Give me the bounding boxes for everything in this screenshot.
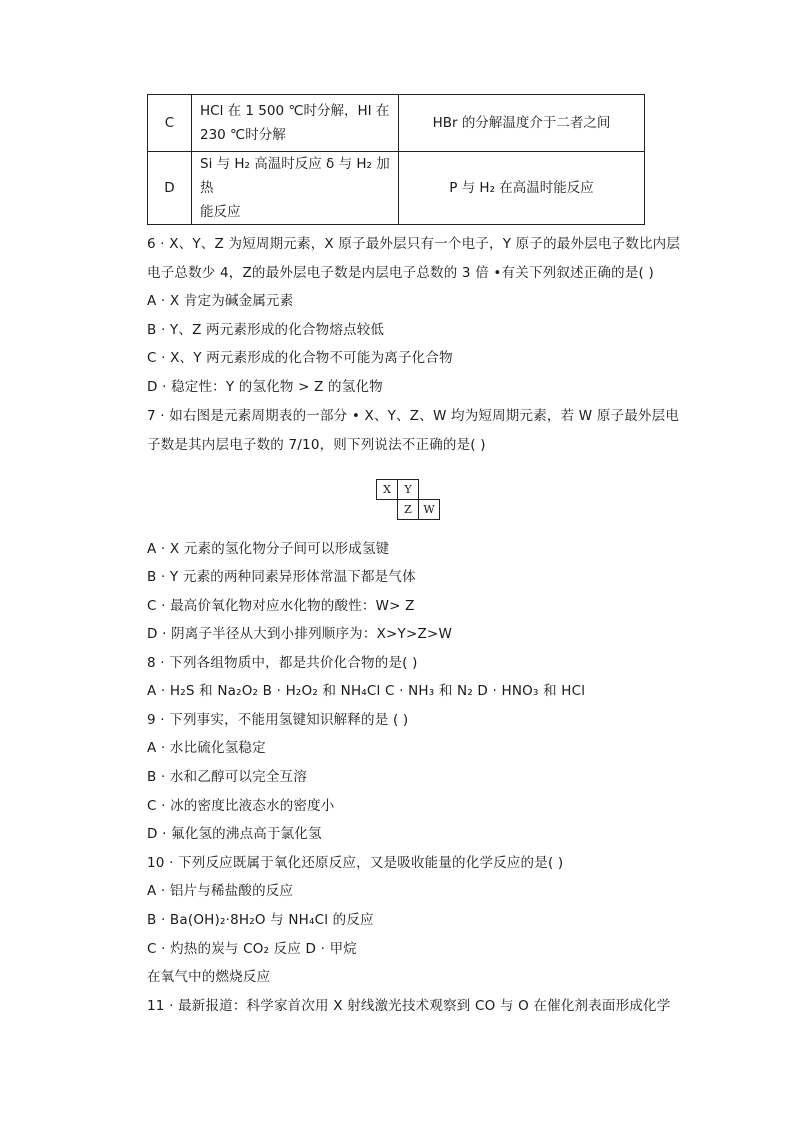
text-line: 6 · X、Y、Z 为短周期元素，X 原子最外层只有一个电子，Y 原子的最外层电子数比内层 xyxy=(147,236,681,252)
option-line: 在氧气中的燃烧反应 xyxy=(147,969,271,985)
option-line: D · 阴离子半径从大到小排列顺序为：X>Y>Z>W xyxy=(147,626,452,642)
option-line: B · Y、Z 两元素形成的化合物熔点较低 xyxy=(147,322,385,338)
option-line: A · X 元素的氢化物分子间可以形成氢键 xyxy=(147,541,390,557)
option-line: D · 氟化氢的沸点高于氯化氢 xyxy=(147,826,322,842)
row-label: D xyxy=(148,152,192,225)
option-line: A · H₂S 和 Na₂O₂ B · H₂O₂ 和 NH₄Cl C · NH₃ 和 N₂ D · HNO₃ 和 HCl xyxy=(147,683,586,699)
cell-w: W xyxy=(419,500,440,520)
cell-z: Z xyxy=(398,500,419,520)
row-label: C xyxy=(148,95,192,152)
text-line: 11 · 最新报道：科学家首次用 X 射线激光技术观察到 CO 与 O 在催化剂表面形成化学 xyxy=(147,998,671,1014)
option-line: A · 铝片与稀盐酸的反应 xyxy=(147,883,294,899)
cell-y: Y xyxy=(398,480,419,500)
row-conclusion: HBr 的分解温度介于二者之间 xyxy=(399,95,645,152)
option-line: A · 水比硫化氢稳定 xyxy=(147,740,266,756)
option-line: C · 冰的密度比液态水的密度小 xyxy=(147,798,335,814)
condition-line: Si 与 H₂ 高温时反应 δ 与 H₂ 加热 xyxy=(200,156,390,196)
condition-line: 230 ℃时分解 xyxy=(200,127,286,143)
text-line: 9 · 下列事实，不能用氢键知识解释的是 ( ) xyxy=(147,712,409,728)
row-condition xyxy=(192,152,399,225)
table-row xyxy=(148,95,645,152)
text-line: 子数是其内层电子数的 7/10，则下列说法不正确的是( ) xyxy=(147,437,486,453)
text-line: 10 · 下列反应既属于氧化还原反应，又是吸收能量的化学反应的是( ) xyxy=(147,855,564,871)
text-line: 8 · 下列各组物质中，都是共价化合物的是( ) xyxy=(147,655,418,671)
row-conclusion: P 与 H₂ 在高温时能反应 xyxy=(399,152,645,225)
option-line: B · Ba(OH)₂·8H₂O 与 NH₄Cl 的反应 xyxy=(147,912,374,928)
cell-empty xyxy=(377,500,398,520)
cell-empty xyxy=(419,480,440,500)
option-line: B · 水和乙醇可以完全互溶 xyxy=(147,769,307,785)
option-line: B · Y 元素的两种同素异形体常温下都是气体 xyxy=(147,569,416,585)
option-line: D · 稳定性：Y 的氢化物 > Z 的氢化物 xyxy=(147,379,383,395)
table-row xyxy=(148,152,645,225)
text-line: 7 · 如右图是元素周期表的一部分 • X、Y、Z、W 均为短周期元素，若 W 原子最外层电 xyxy=(147,408,680,424)
periodic-table-fragment xyxy=(376,479,440,520)
answer-table xyxy=(147,94,645,225)
condition-line: 能反应 xyxy=(200,204,241,220)
cell-x: X xyxy=(377,480,398,500)
option-line: C · 最高价氧化物对应水化物的酸性：W> Z xyxy=(147,598,415,614)
text-line: 电子总数少 4，Z的最外层电子数是内层电子总数的 3 倍 •有关下列叙述正确的是( ) xyxy=(147,265,654,281)
option-line: A · X 肯定为碱金属元素 xyxy=(147,293,294,309)
condition-line: HCl 在 1 500 ℃时分解，HI 在 xyxy=(200,103,390,119)
option-line: C · X、Y 两元素形成的化合物不可能为离子化合物 xyxy=(147,350,453,366)
option-line: C · 灼热的炭与 CO₂ 反应 D · 甲烷 xyxy=(147,941,358,957)
row-condition xyxy=(192,95,399,152)
